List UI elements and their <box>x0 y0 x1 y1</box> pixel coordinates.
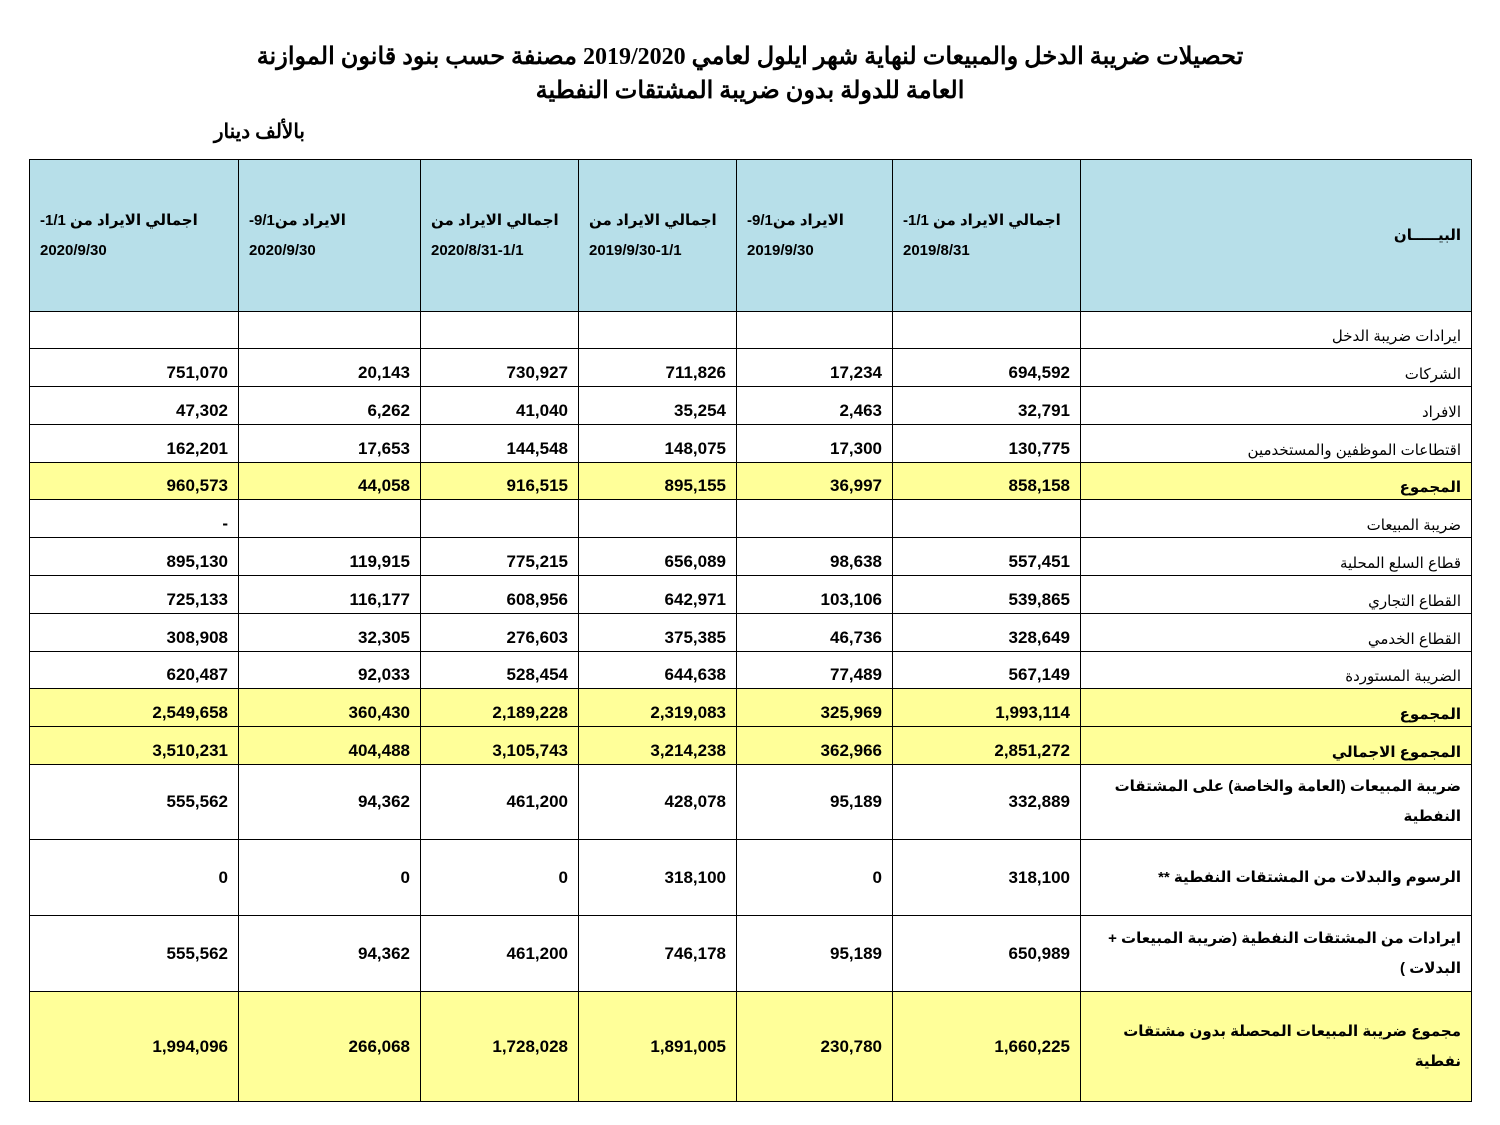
row-label: ضريبة المبيعات <box>1081 500 1472 538</box>
cell-c6: 960,573 <box>30 463 239 500</box>
cell-c1: 130,775 <box>893 425 1081 463</box>
cell-c6: 751,070 <box>30 349 239 387</box>
table-row <box>30 916 1472 992</box>
cell-c1: 539,865 <box>893 576 1081 614</box>
cell-c3: 3,214,238 <box>579 727 737 765</box>
cell-c3: 375,385 <box>579 614 737 652</box>
cell-c3: 656,089 <box>579 538 737 576</box>
cell-c3: 711,826 <box>579 349 737 387</box>
cell-c2: 17,300 <box>737 425 893 463</box>
cell-c3: 1,891,005 <box>579 992 737 1102</box>
table-row <box>30 614 1472 652</box>
cell-c1 <box>893 500 1081 538</box>
cell-c1: 858,158 <box>893 463 1081 500</box>
cell-c5: 20,143 <box>239 349 421 387</box>
cell-c5: 116,177 <box>239 576 421 614</box>
row-label: مجموع ضريبة المبيعات المحصلة بدون مشتقات نفطية <box>1081 992 1472 1102</box>
cell-c2: 46,736 <box>737 614 893 652</box>
cell-c1: 332,889 <box>893 765 1081 840</box>
cell-c5: 94,362 <box>239 916 421 992</box>
table-row <box>30 765 1472 840</box>
cell-c6: 895,130 <box>30 538 239 576</box>
cell-c6: 2,549,658 <box>30 689 239 727</box>
cell-c1: 318,100 <box>893 840 1081 916</box>
cell-c6: 162,201 <box>30 425 239 463</box>
title-line-1: تحصيلات ضريبة الدخل والمبيعات لنهاية شهر ايلول لعامي 2019/2020 مصنفة حسب بنود قانون الموازنة <box>256 44 1244 70</box>
title-line-2: العامة للدولة بدون ضريبة المشتقات النفطية <box>535 78 965 104</box>
cell-c2: 36,997 <box>737 463 893 500</box>
row-label: ايرادات من المشتقات النفطية (ضريبة المبيعات + البدلات ) <box>1081 916 1472 992</box>
table-row <box>30 349 1472 387</box>
cell-c2 <box>737 312 893 349</box>
cell-c4: 608,956 <box>421 576 579 614</box>
cell-c6 <box>30 312 239 349</box>
cell-c2: 0 <box>737 840 893 916</box>
cell-c2: 95,189 <box>737 916 893 992</box>
final-total-row <box>30 992 1472 1102</box>
cell-c6: 3,510,231 <box>30 727 239 765</box>
subtotal-row <box>30 463 1472 500</box>
cell-c1: 1,993,114 <box>893 689 1081 727</box>
row-label: اقتطاعات الموظفين والمستخدمين <box>1081 425 1472 463</box>
header-sep-2019: الايراد من9/1-2019/9/30 <box>737 160 893 312</box>
cell-c4: 916,515 <box>421 463 579 500</box>
cell-c2: 362,966 <box>737 727 893 765</box>
cell-c3 <box>579 500 737 538</box>
row-label: الشركات <box>1081 349 1472 387</box>
cell-c4: 461,200 <box>421 916 579 992</box>
header-total-2019-9-30: اجمالي الايراد من 1/1-2019/9/30 <box>579 160 737 312</box>
cell-c1: 32,791 <box>893 387 1081 425</box>
cell-c5: 44,058 <box>239 463 421 500</box>
header-total-2020-8-31: اجمالي الايراد من 1/1-2020/8/31 <box>421 160 579 312</box>
cell-c4: 41,040 <box>421 387 579 425</box>
cell-c1: 694,592 <box>893 349 1081 387</box>
cell-c5 <box>239 500 421 538</box>
cell-c2: 17,234 <box>737 349 893 387</box>
table-row <box>30 576 1472 614</box>
cell-c4: 3,105,743 <box>421 727 579 765</box>
cell-c1: 650,989 <box>893 916 1081 992</box>
revenue-table <box>29 159 1472 1102</box>
cell-c2: 230,780 <box>737 992 893 1102</box>
cell-c3: 148,075 <box>579 425 737 463</box>
row-label: ضريبة المبيعات (العامة والخاصة) على المشتقات النفطية <box>1081 765 1472 840</box>
row-label: المجموع الاجمالي <box>1081 727 1472 765</box>
cell-c6: 620,487 <box>30 652 239 689</box>
header-description: البيـــــان <box>1081 160 1472 312</box>
row-label: القطاع التجاري <box>1081 576 1472 614</box>
cell-c6: 555,562 <box>30 916 239 992</box>
cell-c3: 746,178 <box>579 916 737 992</box>
cell-c3: 428,078 <box>579 765 737 840</box>
unit-label: بالألف دينار <box>213 121 305 143</box>
cell-c1: 328,649 <box>893 614 1081 652</box>
cell-c3: 895,155 <box>579 463 737 500</box>
cell-c1: 567,149 <box>893 652 1081 689</box>
row-label: المجموع <box>1081 689 1472 727</box>
cell-c3: 318,100 <box>579 840 737 916</box>
cell-c6: 555,562 <box>30 765 239 840</box>
report-title <box>200 40 1300 108</box>
cell-c4: 461,200 <box>421 765 579 840</box>
cell-c5: 32,305 <box>239 614 421 652</box>
cell-c4: 2,189,228 <box>421 689 579 727</box>
cell-c4: 144,548 <box>421 425 579 463</box>
cell-c4: 528,454 <box>421 652 579 689</box>
cell-c3: 644,638 <box>579 652 737 689</box>
cell-c6: 47,302 <box>30 387 239 425</box>
cell-c4 <box>421 500 579 538</box>
cell-c1 <box>893 312 1081 349</box>
cell-c2: 95,189 <box>737 765 893 840</box>
table-row <box>30 500 1472 538</box>
header-sep-2020: الايراد من9/1-2020/9/30 <box>239 160 421 312</box>
cell-c3 <box>579 312 737 349</box>
cell-c5 <box>239 312 421 349</box>
header-total-2020-9-30: اجمالي الايراد من 1/1-2020/9/30 <box>30 160 239 312</box>
cell-c5: 266,068 <box>239 992 421 1102</box>
cell-c4 <box>421 312 579 349</box>
cell-c4: 730,927 <box>421 349 579 387</box>
row-label: الافراد <box>1081 387 1472 425</box>
cell-c5: 92,033 <box>239 652 421 689</box>
cell-c2: 103,106 <box>737 576 893 614</box>
cell-c6: 725,133 <box>30 576 239 614</box>
cell-c5: 119,915 <box>239 538 421 576</box>
cell-c5: 6,262 <box>239 387 421 425</box>
cell-c4: 276,603 <box>421 614 579 652</box>
row-label: الضريبة المستوردة <box>1081 652 1472 689</box>
cell-c5: 94,362 <box>239 765 421 840</box>
cell-c5: 404,488 <box>239 727 421 765</box>
cell-c4: 0 <box>421 840 579 916</box>
cell-c3: 642,971 <box>579 576 737 614</box>
cell-c1: 557,451 <box>893 538 1081 576</box>
cell-c5: 360,430 <box>239 689 421 727</box>
cell-c1: 1,660,225 <box>893 992 1081 1102</box>
table-row <box>30 387 1472 425</box>
row-label: ايرادات ضريبة الدخل <box>1081 312 1472 349</box>
row-label: القطاع الخدمي <box>1081 614 1472 652</box>
cell-c1: 2,851,272 <box>893 727 1081 765</box>
table-row <box>30 425 1472 463</box>
cell-c2: 98,638 <box>737 538 893 576</box>
row-label: قطاع السلع المحلية <box>1081 538 1472 576</box>
header-row <box>30 160 1472 312</box>
cell-c5: 0 <box>239 840 421 916</box>
table-row <box>30 652 1472 689</box>
table-row <box>30 538 1472 576</box>
cell-c3: 2,319,083 <box>579 689 737 727</box>
cell-c2: 325,969 <box>737 689 893 727</box>
cell-c3: 35,254 <box>579 387 737 425</box>
cell-c4: 775,215 <box>421 538 579 576</box>
row-label: المجموع <box>1081 463 1472 500</box>
grand-total-row <box>30 727 1472 765</box>
cell-c4: 1,728,028 <box>421 992 579 1102</box>
table-row <box>30 840 1472 916</box>
cell-c5: 17,653 <box>239 425 421 463</box>
subtotal-row <box>30 689 1472 727</box>
row-label: الرسوم والبدلات من المشتقات النفطية ** <box>1081 840 1472 916</box>
cell-c2: 77,489 <box>737 652 893 689</box>
cell-c6: 0 <box>30 840 239 916</box>
cell-c2 <box>737 500 893 538</box>
cell-c6: 308,908 <box>30 614 239 652</box>
cell-c6: - <box>30 500 239 538</box>
cell-c6: 1,994,096 <box>30 992 239 1102</box>
table-row <box>30 312 1472 349</box>
header-total-2019-8-31: اجمالي الايراد من 1/1-2019/8/31 <box>893 160 1081 312</box>
cell-c2: 2,463 <box>737 387 893 425</box>
